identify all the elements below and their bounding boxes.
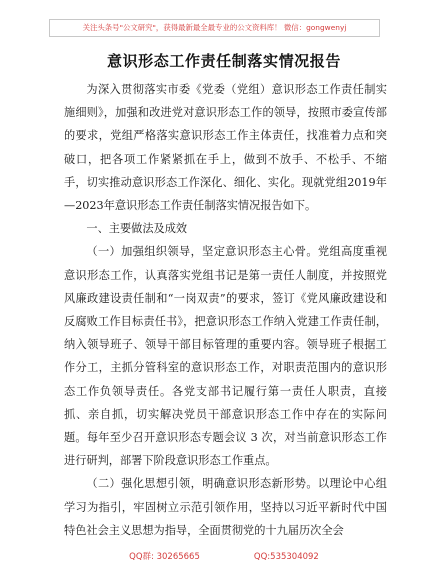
page-footer (0, 550, 448, 562)
footer-qq-contact: QQ:535304092 (253, 552, 319, 562)
promo-banner: 关注头条号"公文研究"，获得最新最全最专业的公文资料库！ 微信：gongwenyj (49, 19, 380, 37)
footer-qq-group: QQ群: 30265665 (129, 552, 200, 562)
item-2-paragraph: （二）强化思想引领，明确意识形态新形势。以理论中心组学习为指引，牢固树立示范引领作用，坚持以习近平新时代中国特色社会主义思想为指导，全面贯彻党的十九届历次全会 (64, 477, 387, 537)
section-heading: 一、主要做法及成效 (86, 222, 188, 236)
document-title: 意识形态工作责任制落实情况报告 (106, 52, 341, 70)
document-body (64, 78, 387, 542)
item-1-paragraph: （一）加强组织领导，坚定意识形态主心骨。党组高度重视意识形态工作，认真落实党组书记是第一责任人制度，并按照党风廉政建设责任制和“一岗双责”的要求，签订《党风廉政建设和反腐败工作目标责任书》，把意识形态工作纳入党建工作责任制，纳入领导班子、领导干部目标管理的重要内容。领导班子根据工作分工，主抓分管科室的意识形态工作，对职责范围内的意识形态工作负领导责任。各党支部书记履行第一责任人职责，直接抓、亲自抓，切实解决党员干部意识形态工作中存在的实际问题。每年至少召开意识形态专题会议 3 次，对当前意识形态工作进行研判，部署下阶段意识形态工作重点。 (64, 245, 387, 468)
intro-paragraph: 为深入贯彻落实市委《党委（党组）意识形态工作责任制实施细则》，加强和改进党对意识形态工作的领导，按照市委宣传部的要求，党组严格落实意识形态工作主体责任，找准着力点和突破口，把各项工作紧紧抓在手上，做到不放手、不松手、不缩手，切实推动意识形态工作深化、细化、实化。现就党组2019年—2023年意识形态工作责任制落实情况报告如下。 (64, 83, 387, 213)
